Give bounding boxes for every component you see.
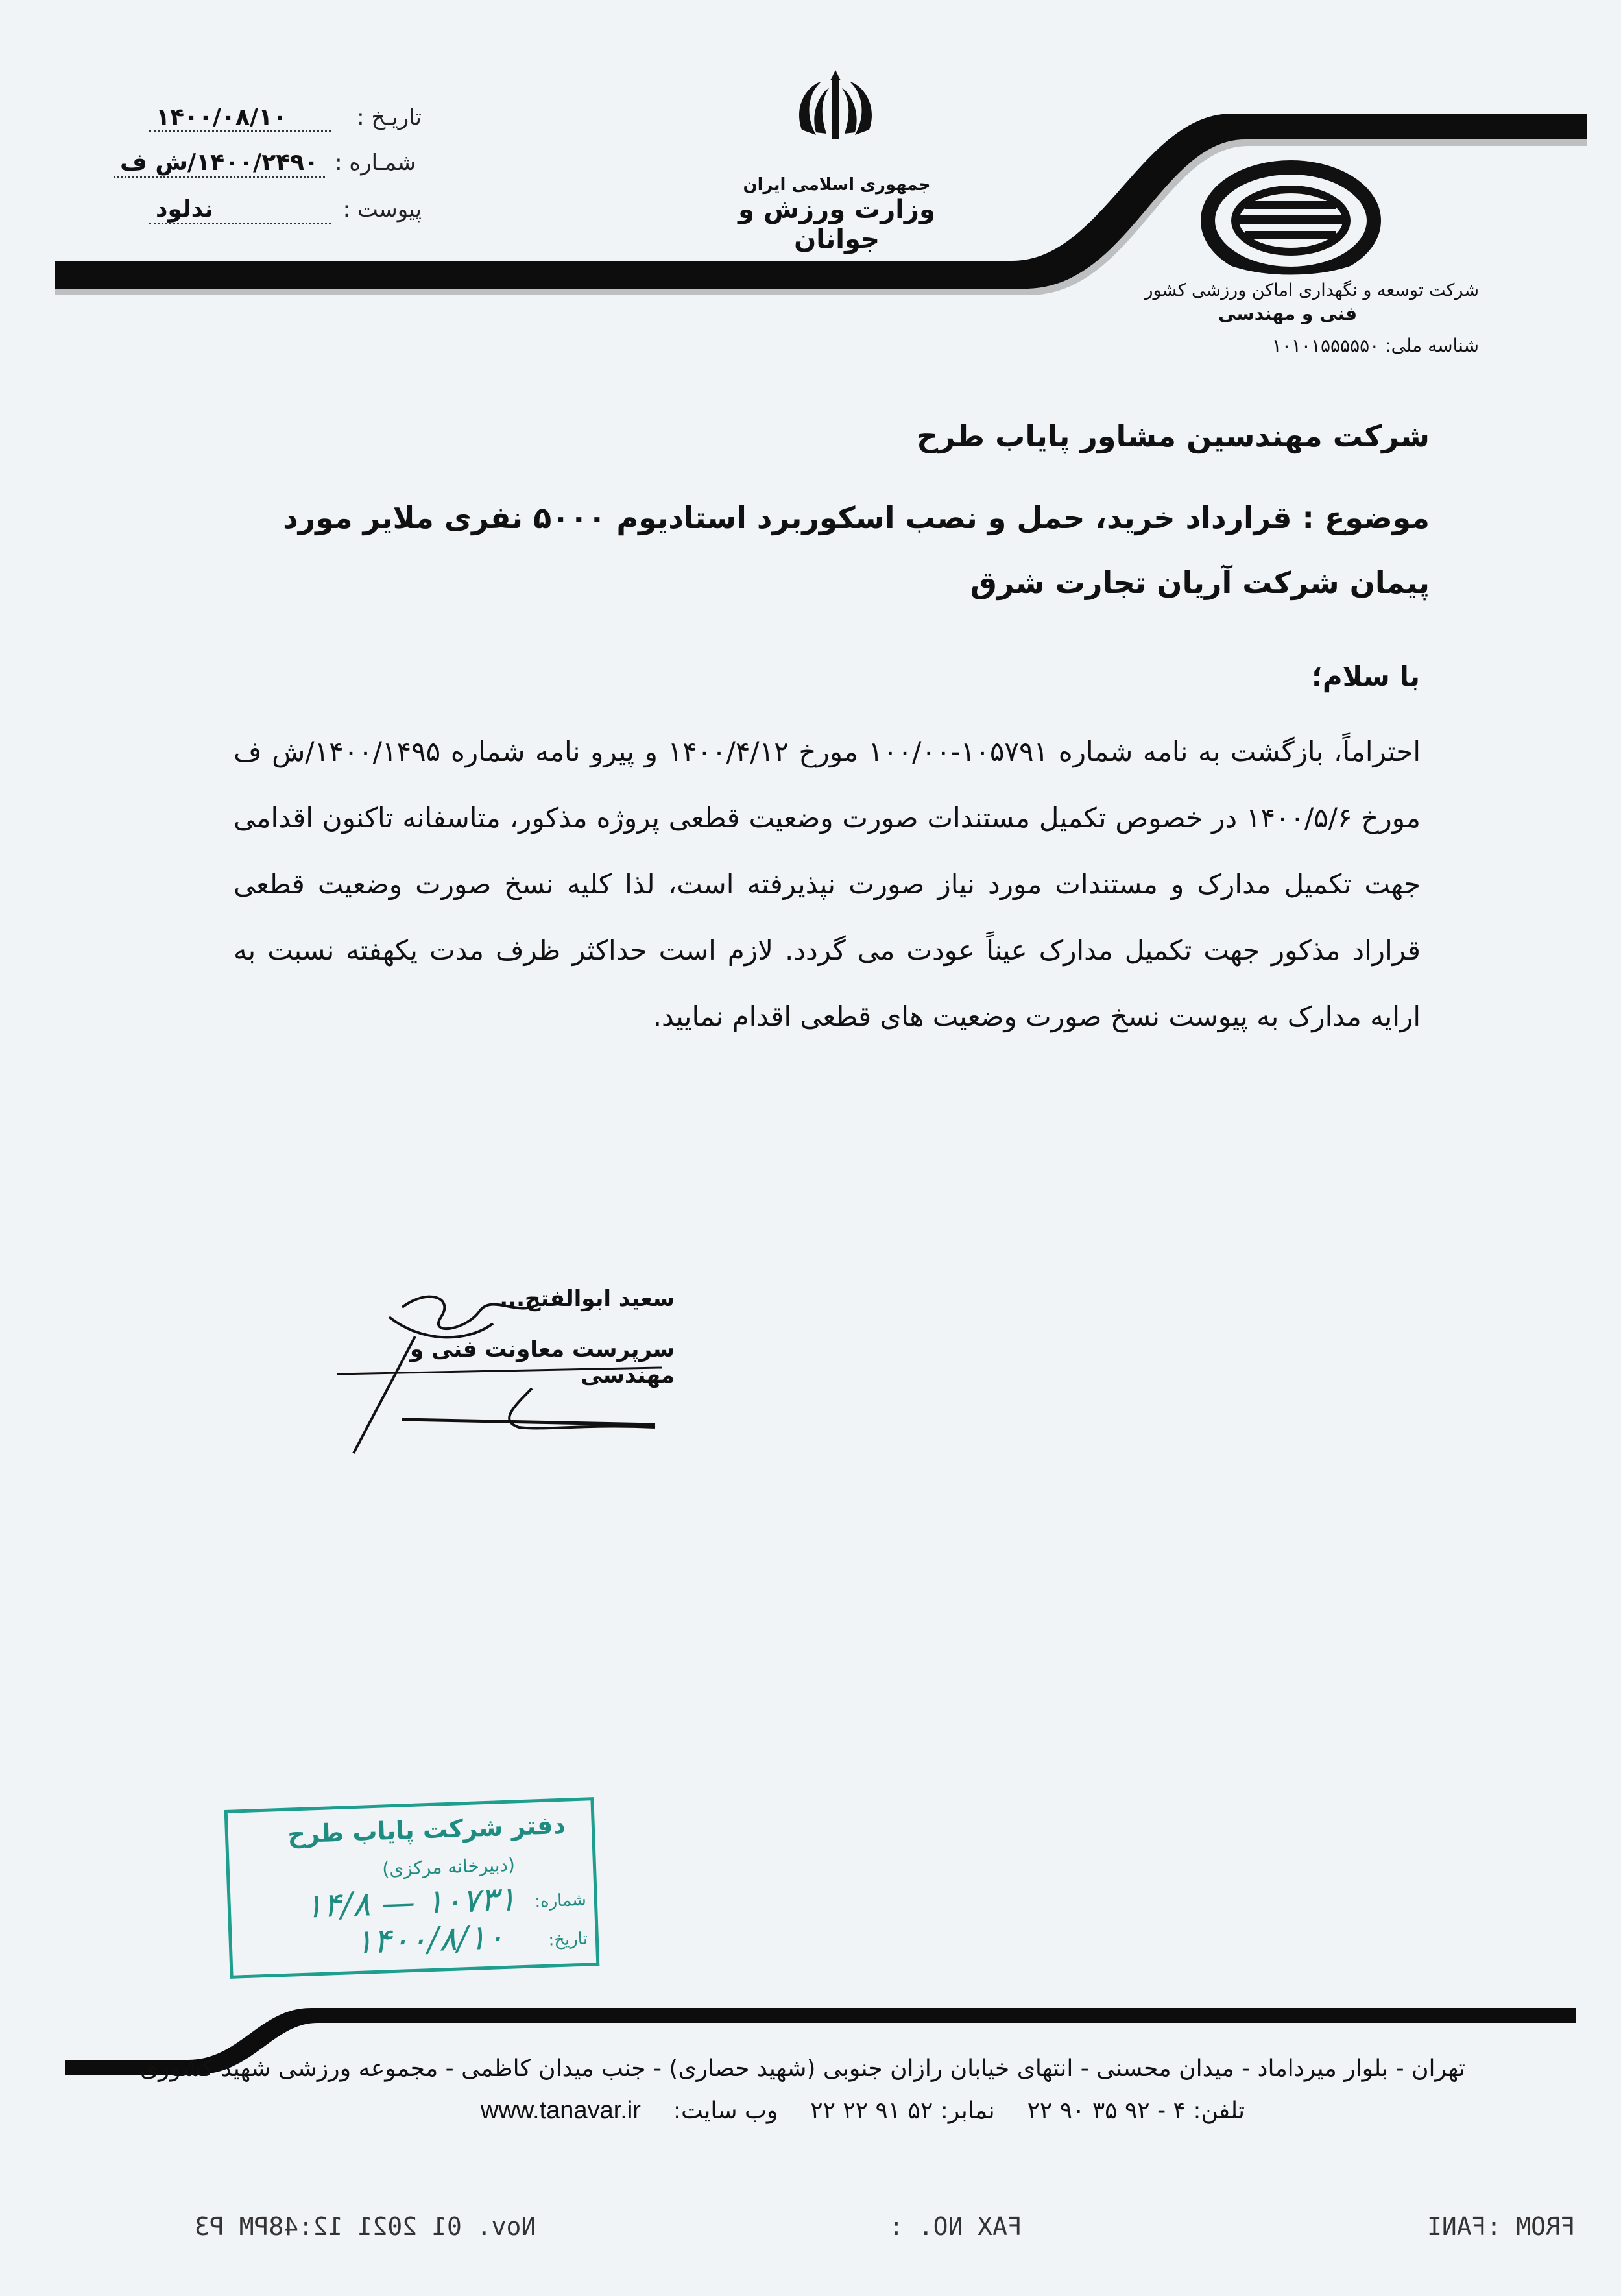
date-value: ۱۴۰۰/۰۸/۱۰ [149, 104, 331, 132]
republic-text: جمهوری اسلامی ایران [743, 175, 931, 195]
footer-website-label: وب سایت: [673, 2097, 778, 2124]
fax-from: FROM :FANI [1427, 2212, 1576, 2241]
stamp-number-label: شماره: [534, 1890, 587, 1912]
number-label: شمـاره : [335, 150, 416, 176]
company-heading [1096, 280, 1479, 356]
stamp-date-value: ۱۴۰۰/۸/۱۰ [354, 1918, 505, 1963]
fax-number: FAX NO. : [889, 2212, 1022, 2241]
ministry-name: وزارت ورزش و جوانان [738, 195, 935, 254]
number-value: ۱۴۰۰/۲۴۹۰/ش ف [114, 149, 325, 178]
recipient: شرکت مهندسین مشاور پایاب طرح [916, 418, 1430, 453]
signer-title: سرپرست معاونت فنی و مهندسی [409, 1336, 675, 1388]
footer-website[interactable]: www.tanavar.ir [480, 2097, 641, 2124]
footer-phone: تلفن: ۴ - ۹۲ ۳۵ ۹۰ ۲۲ [1027, 2097, 1245, 2124]
fax-datetime: Nov. 01 2021 12:48PM P3 [195, 2212, 536, 2241]
number-row [114, 149, 416, 178]
company-national-id: شناسه ملی: ۱۰۱۰۱۵۵۵۵۵۰ [1271, 335, 1479, 356]
company-logo-icon [1194, 167, 1388, 281]
attachment-row [149, 196, 422, 224]
footer-address: تهران - بلوار میرداماد - میدان محسنی - انتهای خیابان رازان جنوبی (شهید حصاری) - جنب میدان کاظمی - مجموعه ورزشی شهید کشوری [139, 2055, 1465, 2082]
date-row [149, 104, 422, 132]
ministry-heading [701, 175, 973, 254]
stamp-number-value: ۱۰۷۳۱ — ۱۴/۸ [304, 1879, 517, 1926]
stamp-title: دفتر شرکت پایاب طرح [287, 1810, 566, 1849]
footer-contact [481, 2097, 1245, 2125]
stamp-subtitle: (دبیرخانه مرکزی) [381, 1854, 516, 1880]
greeting: با سلام؛ [1312, 660, 1420, 692]
iran-emblem-icon [799, 70, 872, 139]
attachment-label: پیوست : [342, 197, 422, 223]
received-stamp [224, 1797, 600, 1979]
attachment-value: ندلود [149, 196, 331, 224]
date-label: تاریـخ : [357, 104, 422, 130]
letter-body: احتراماً، بازگشت به نامه شماره ۱۰۵۷۹۱-۱۰۰/۰۰ مورخ ۱۴۰۰/۴/۱۲ و پیرو نامه شماره ۱۴۰۰/۱۴۹۵/ش ف مورخ ۱۴۰۰/۵/۶ در خصوص تکمیل مستندات صورت وضعیت قطعی پروژه مذکور، متاسفانه تاکنون اقدامی جهت تکمیل مدارک و مستندات مورد نیاز صورت نپذیرفته است، لذا کلیه نسخ صورت وضعیت قطعی قراراد مذکور جهت تکمیل مدارک عیناً عودت می گردد. لازم است حداکثر ظرف مدت یکهفته نسبت به ارایه مدارک به پیوست نسخ صورت وضعیت های قطعی اقدام نمایید. [234, 736, 1421, 1032]
subject: موضوع : قرارداد خرید، حمل و نصب اسکوربرد استادیوم ۵۰۰۰ نفری ملایر مورد پیمان شرکت آریان تجارت شرق [283, 500, 1430, 600]
signer-name: سعید ابوالفتح... [499, 1286, 675, 1312]
stamp-date-label: تاریخ: [547, 1929, 588, 1950]
footer-fax: نمابر: ۵۲ ۹۱ ۲۲ ۲۲ [810, 2097, 995, 2124]
company-name-line1: شرکت توسعه و نگهداری اماکن ورزشی کشور [1144, 280, 1479, 300]
company-name-line2: فنی و مهندسی [1218, 303, 1358, 324]
